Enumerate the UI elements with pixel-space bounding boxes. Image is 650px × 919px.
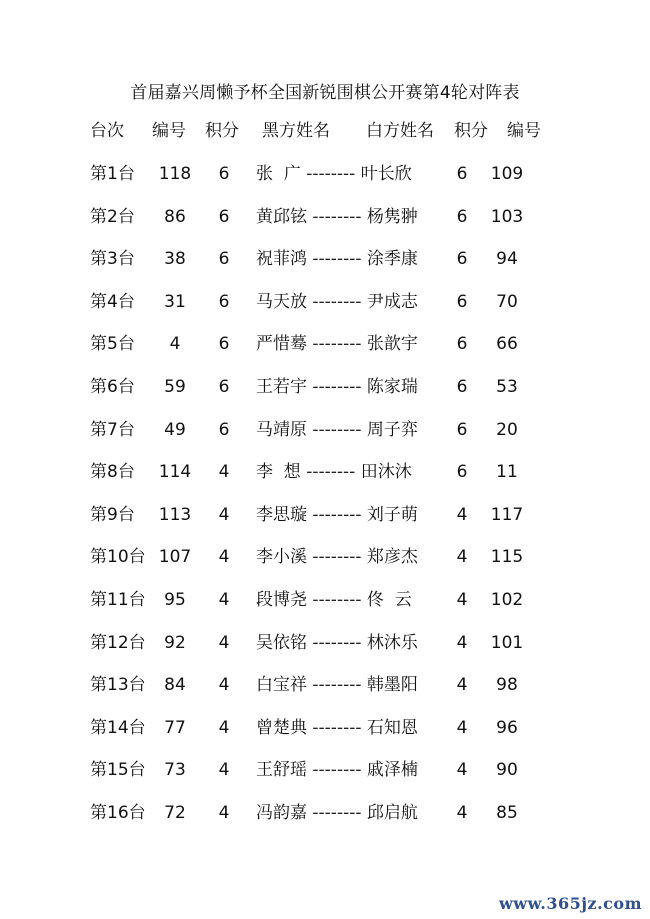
white-player-score: 4 — [456, 760, 468, 781]
table-row — [0, 162, 650, 186]
matchup — [256, 205, 418, 229]
table-header — [0, 119, 650, 143]
versus-separator: -------- — [306, 164, 356, 184]
white-player-name: 刘子萌 — [366, 504, 418, 525]
board-number: 第16台 — [90, 803, 146, 823]
white-player-score: 6 — [456, 249, 468, 270]
header-black-name: 黑方姓名 — [262, 121, 330, 141]
header-white-no: 编号 — [507, 121, 541, 141]
black-player-score: 6 — [218, 334, 230, 355]
black-player-number: 92 — [164, 632, 186, 653]
black-player-name: 李 想 — [256, 462, 301, 483]
black-player-score: 6 — [218, 206, 230, 227]
board-number: 第14台 — [90, 717, 146, 738]
white-player-score: 4 — [456, 717, 468, 738]
white-player-name: 杨隽翀 — [366, 206, 418, 227]
white-player-name: 陈家瑞 — [366, 377, 418, 397]
white-player-name: 石知恩 — [366, 717, 418, 738]
black-player-score: 4 — [218, 590, 230, 610]
board-number: 第9台 — [90, 504, 135, 525]
table-row — [0, 332, 650, 356]
table-row — [0, 673, 650, 697]
white-player-score: 6 — [456, 206, 468, 227]
board-number: 第4台 — [90, 291, 135, 312]
white-player-number: 102 — [490, 590, 524, 610]
table-row — [0, 375, 650, 399]
white-player-number: 101 — [490, 632, 524, 653]
white-player-score: 4 — [456, 547, 468, 568]
white-player-number: 94 — [496, 249, 518, 270]
header-black-score: 积分 — [205, 121, 239, 141]
versus-separator: -------- — [312, 675, 362, 696]
matchup — [256, 247, 418, 271]
black-player-number: 114 — [158, 462, 192, 483]
matchup — [256, 375, 418, 399]
table-row — [0, 758, 650, 782]
black-player-score: 6 — [218, 249, 230, 270]
matchup — [256, 758, 418, 782]
matchup — [256, 588, 412, 612]
black-player-number: 4 — [169, 334, 181, 355]
black-player-number: 73 — [164, 760, 186, 781]
versus-separator: -------- — [312, 419, 362, 440]
white-player-number: 66 — [496, 334, 518, 355]
board-number: 第6台 — [90, 377, 135, 397]
white-player-name: 张歆宇 — [366, 334, 418, 355]
black-player-score: 4 — [218, 504, 230, 525]
matchup — [256, 332, 418, 356]
black-player-score: 6 — [218, 164, 230, 184]
table-row — [0, 801, 650, 825]
board-number: 第10台 — [90, 547, 146, 568]
black-player-number: 38 — [164, 249, 186, 270]
white-player-name: 叶长欣 — [360, 164, 412, 184]
versus-separator: -------- — [312, 291, 362, 312]
board-number: 第8台 — [90, 462, 135, 483]
table-row — [0, 545, 650, 569]
white-player-name: 田沐沐 — [360, 462, 412, 483]
white-player-score: 4 — [456, 675, 468, 696]
black-player-number: 72 — [164, 803, 186, 823]
black-player-number: 118 — [158, 164, 192, 184]
black-player-name: 吴依铭 — [256, 632, 307, 653]
white-player-number: 70 — [496, 291, 518, 312]
table-row — [0, 290, 650, 314]
black-player-name: 曾楚典 — [256, 717, 307, 738]
table-row — [0, 247, 650, 271]
table-row — [0, 588, 650, 612]
black-player-name: 马天放 — [256, 291, 307, 312]
white-player-score: 6 — [456, 334, 468, 355]
table-row — [0, 503, 650, 527]
black-player-score: 4 — [218, 803, 230, 823]
board-number: 第13台 — [90, 675, 146, 696]
white-player-number: 109 — [490, 164, 524, 184]
black-player-score: 4 — [218, 462, 230, 483]
white-player-number: 98 — [496, 675, 518, 696]
black-player-name: 李小溪 — [256, 547, 307, 568]
white-player-score: 4 — [456, 504, 468, 525]
table-row — [0, 631, 650, 655]
white-player-name: 林沐乐 — [366, 632, 418, 653]
white-player-name: 周子弈 — [366, 419, 418, 440]
versus-separator: -------- — [312, 803, 362, 823]
versus-separator: -------- — [312, 249, 362, 270]
black-player-name: 张 广 — [256, 164, 301, 184]
header-board: 台次 — [90, 121, 124, 141]
black-player-name: 马靖原 — [256, 419, 307, 440]
white-player-score: 6 — [456, 419, 468, 440]
white-player-score: 4 — [456, 590, 468, 610]
white-player-number: 117 — [490, 504, 524, 525]
black-player-name: 李思璇 — [256, 504, 307, 525]
board-number: 第11台 — [90, 590, 146, 610]
board-number: 第3台 — [90, 249, 135, 270]
black-player-number: 31 — [164, 291, 186, 312]
versus-separator: -------- — [312, 760, 362, 781]
black-player-name: 严惜蓦 — [256, 334, 307, 355]
white-player-name: 戚泽楠 — [366, 760, 418, 781]
white-player-name: 涂季康 — [366, 249, 418, 270]
board-number: 第12台 — [90, 632, 146, 653]
table-row — [0, 205, 650, 229]
white-player-number: 115 — [490, 547, 524, 568]
white-player-name: 尹成志 — [366, 291, 418, 312]
black-player-name: 冯韵嘉 — [256, 803, 307, 823]
white-player-score: 4 — [456, 632, 468, 653]
black-player-score: 6 — [218, 291, 230, 312]
board-number: 第15台 — [90, 760, 146, 781]
black-player-name: 白宝祥 — [256, 675, 307, 696]
page-title: 首届嘉兴周懒予杯全国新锐围棋公开赛第4轮对阵表 — [130, 83, 520, 103]
white-player-name: 佟 云 — [366, 590, 412, 610]
black-player-number: 113 — [158, 504, 192, 525]
matchup — [256, 418, 418, 442]
white-player-number: 96 — [496, 717, 518, 738]
black-player-number: 77 — [164, 717, 186, 738]
white-player-score: 4 — [456, 803, 468, 823]
black-player-number: 95 — [164, 590, 186, 610]
black-player-number: 107 — [158, 547, 192, 568]
black-player-name: 段博尧 — [256, 590, 307, 610]
white-player-number: 20 — [496, 419, 518, 440]
versus-separator: -------- — [312, 547, 362, 568]
black-player-number: 86 — [164, 206, 186, 227]
board-number: 第2台 — [90, 206, 135, 227]
watermark: www.365jz.com — [499, 894, 642, 913]
header-white-score: 积分 — [454, 121, 488, 141]
versus-separator: -------- — [312, 377, 362, 397]
white-player-score: 6 — [456, 462, 468, 483]
white-player-number: 103 — [490, 206, 524, 227]
board-number: 第1台 — [90, 164, 135, 184]
black-player-name: 王若宇 — [256, 377, 307, 397]
black-player-number: 84 — [164, 675, 186, 696]
matchup — [256, 460, 412, 484]
black-player-score: 4 — [218, 632, 230, 653]
matchup — [256, 545, 418, 569]
black-player-number: 49 — [164, 419, 186, 440]
black-player-score: 4 — [218, 547, 230, 568]
black-player-score: 6 — [218, 419, 230, 440]
table-row — [0, 716, 650, 740]
white-player-number: 90 — [496, 760, 518, 781]
versus-separator: -------- — [312, 206, 362, 227]
versus-separator: -------- — [312, 504, 362, 525]
black-player-number: 59 — [164, 377, 186, 397]
table-row — [0, 418, 650, 442]
versus-separator: -------- — [306, 462, 356, 483]
white-player-name: 韩墨阳 — [366, 675, 418, 696]
white-player-score: 6 — [456, 291, 468, 312]
table-row — [0, 460, 650, 484]
board-number: 第7台 — [90, 419, 135, 440]
matchup — [256, 631, 418, 655]
black-player-name: 王舒瑶 — [256, 760, 307, 781]
white-player-number: 85 — [496, 803, 518, 823]
white-player-score: 6 — [456, 377, 468, 397]
white-player-number: 11 — [496, 462, 518, 483]
versus-separator: -------- — [312, 632, 362, 653]
black-player-name: 黄邱铉 — [256, 206, 307, 227]
versus-separator: -------- — [312, 334, 362, 355]
matchup — [256, 290, 418, 314]
board-number: 第5台 — [90, 334, 135, 355]
white-player-number: 53 — [496, 377, 518, 397]
white-player-name: 邱启航 — [366, 803, 418, 823]
white-player-score: 6 — [456, 164, 468, 184]
matchup — [256, 503, 418, 527]
versus-separator: -------- — [312, 717, 362, 738]
versus-separator: -------- — [312, 590, 362, 610]
black-player-score: 4 — [218, 760, 230, 781]
black-player-score: 4 — [218, 675, 230, 696]
header-black-no: 编号 — [152, 121, 186, 141]
matchup — [256, 673, 418, 697]
black-player-name: 祝菲鸿 — [256, 249, 307, 270]
header-white-name: 白方姓名 — [366, 121, 434, 141]
white-player-name: 郑彦杰 — [366, 547, 418, 568]
black-player-score: 4 — [218, 717, 230, 738]
matchup — [256, 801, 418, 825]
matchup — [256, 716, 418, 740]
matchup — [256, 162, 412, 186]
black-player-score: 6 — [218, 377, 230, 397]
